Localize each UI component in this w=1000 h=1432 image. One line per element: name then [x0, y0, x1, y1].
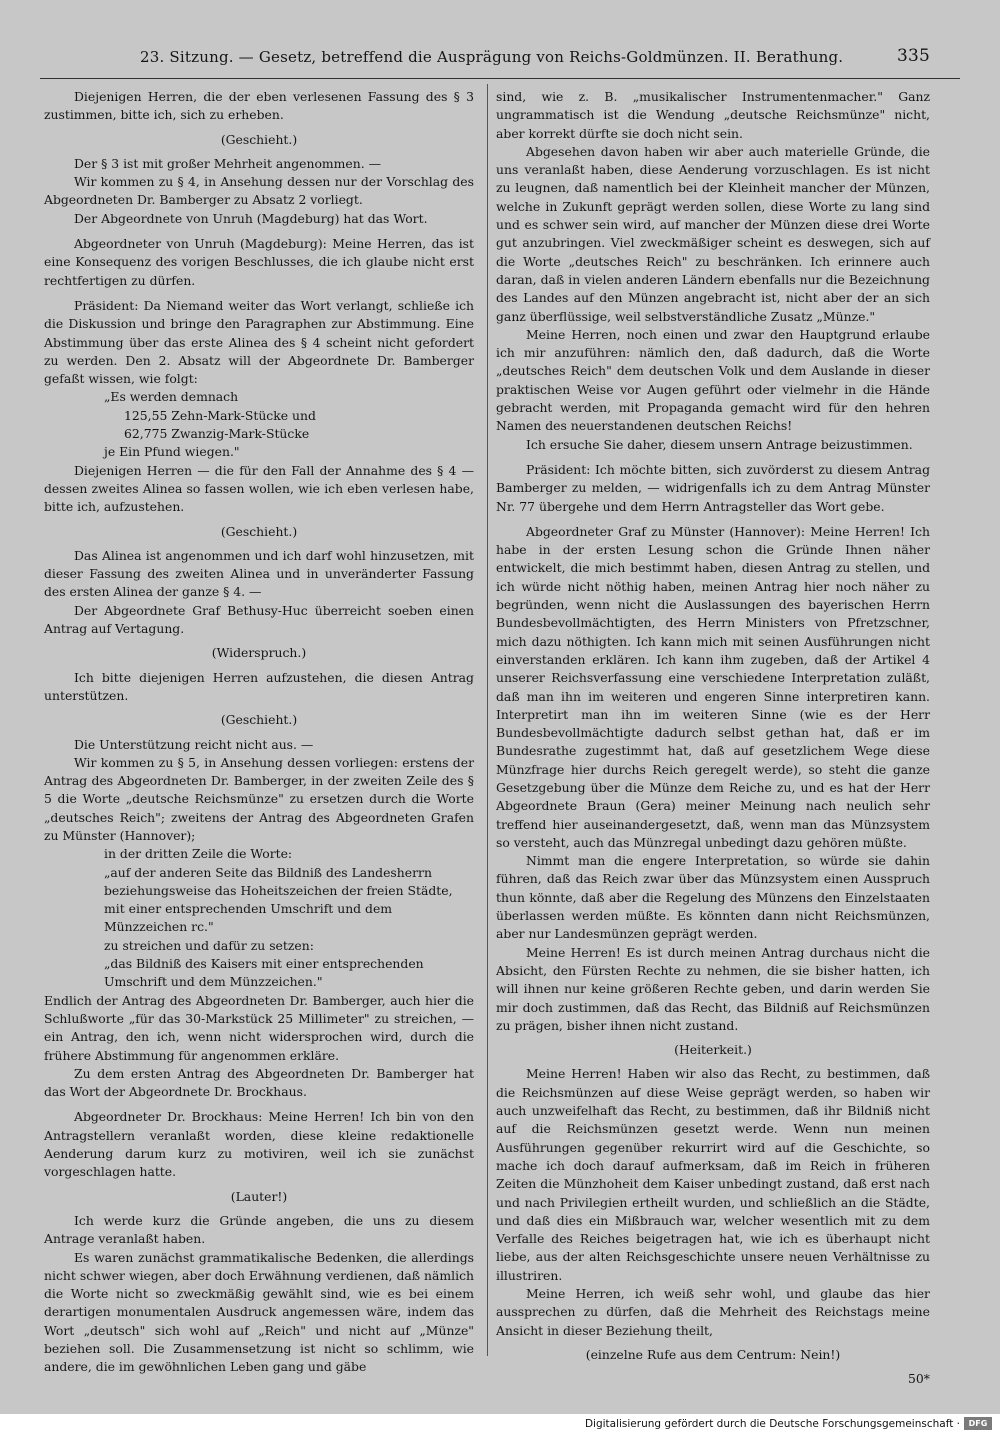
paragraph: Abgeordneter Dr. Brockhaus: Meine Herren! Ich bin von den Antragstellern veranlaßt worden, diese kleine redaktionelle Aenderung darum kurz zu motiviren, weil ich sie zunächst vorgeschlagen hatte.	[44, 1109, 474, 1180]
paragraph: (Geschieht.)	[220, 523, 298, 539]
paragraph: „das Bildniß des Kaisers mit einer entsprechenden Umschrift und dem Münzzeichen."	[104, 956, 424, 990]
paragraph: 125,55 Zehn-Mark-Stücke und	[124, 407, 316, 423]
paragraph: Abgeordneter von Unruh (Magdeburg): Meine Herren, das ist eine Konsequenz des vorigen Beschlusses, die ich glaube nicht erst rechtfertigen zu dürfen.	[44, 236, 474, 288]
right-column	[496, 88, 930, 1388]
paragraph: „auf der anderen Seite das Bildniß des Landesherrn beziehungsweise das Hoheitszeichen der freien Städte, mit einer entsprechenden Umschrift und dem Münzzeichen rc."	[104, 864, 453, 935]
paragraph: Endlich der Antrag des Abgeordneten Dr. Bamberger, auch hier die Schlußworte „für das 30-Markstück 25 Millimeter" zu streichen, — ein Antrag, den ich, wenn nicht widersprochen wird, durch die frühere Abstimmung für angenommen erkläre.	[44, 992, 474, 1063]
paragraph: Diejenigen Herren — die für den Fall der Annahme des § 4 — dessen zweites Alinea so fassen wollen, wie ich eben verlesen habe, bitte ich, aufzustehen.	[44, 462, 474, 515]
paragraph: Es waren zunächst grammatikalische Bedenken, die allerdings nicht schwer wiegen, aber doch Erwähnung verdienen, daß nämlich die Worte nicht so zweckmäßig gewählt sind, wie es bei einem derartigen monumentalen Ausdruck angemessen wäre, indem das Wort „deutsch" sich wohl auf „Reich" und nicht auf „Münze" beziehen soll. Die Zusammensetzung ist nicht so schlimm, wie andere, die im gewöhnlichen Leben gang und gäbe	[44, 1249, 474, 1375]
paragraph: Der Abgeordnete Graf Bethusy-Huc überreicht soeben einen Antrag auf Vertagung.	[44, 602, 474, 637]
paragraph: (Widerspruch.)	[211, 645, 307, 661]
paragraph: Präsident: Da Niemand weiter das Wort verlangt, schließe ich die Diskussion und bringe den Paragraphen zur Abstimmung. Eine Abstimmung über das erste Alinea des § 4 scheint nicht gefordert zu werden. Den 2. Absatz will der Abgeordnete Dr. Bamberger gefaßt wissen, wie folgt:	[44, 297, 474, 387]
paragraph: „Es werden demnach	[104, 389, 239, 405]
paragraph: Meine Herren! Haben wir also das Recht, zu bestimmen, daß die Reichsmünzen auf diese Weise geprägt werden, so haben wir auch unzweifelhaft das Recht, zu bestimmen, daß ihr Bildniß nicht auf die Reichsmünzen gesetzt werde. Wenn nun meinen Ausführungen gegenüber rekurrirt wird auf die Geschichte, so mache ich doch darauf aufmerksam, daß im Reich in früheren Zeiten die Münzhoheit dem Kaiser unbedingt zustand, daß erst nach und nach Privilegien ertheilt wurden, und schließlich an die Städte, und daß dies ein Mißbrauch war, welcher wesentlich mit zu dem Verfalle des Reiches beigetragen hat, wie ich es überhaupt nicht liebe, aus der alten Reichsgeschichte unsere neuen Verhältnisse zu illustriren.	[496, 1066, 930, 1283]
paragraph: Meine Herren! Es ist durch meinen Antrag durchaus nicht die Absicht, den Fürsten Rechte zu nehmen, die sie bisher hatten, ich will ihnen nur keine größeren Rechte geben, und darin werden Sie mir doch zustimmen, daß das Recht, das Bildniß auf Reichsmünzen zu prägen, bisher ihnen nicht zustand.	[496, 944, 930, 1033]
paragraph: Meine Herren, noch einen und zwar den Hauptgrund erlaube ich mir anzuführen: nämlich den, daß dadurch, daß die Worte „deutsches Reich" dem deutschen Volk und dem Auslande in dieser praktischen Weise vor Augen geführt oder vielmehr in die Hände gebracht werden, mit Propaganda gemacht wird für den hehren Namen des neuerstandenen deutschen Reichs!	[496, 326, 930, 434]
header-rule	[40, 78, 960, 79]
paragraph: 62,775 Zwanzig-Mark-Stücke	[124, 426, 310, 442]
header-title: 23. Sitzung. — Gesetz, betreffend die Ausprägung von Reichs-Goldmünzen. II. Berathung.	[140, 48, 844, 66]
paragraph: (einzelne Rufe aus dem Centrum: Nein!)	[585, 1346, 841, 1362]
paragraph: in der dritten Zeile die Worte:	[104, 846, 293, 862]
paragraph: Abgeordneter Graf zu Münster (Hannover): Meine Herren! Ich habe in der ersten Lesung schon die Gründe Ihnen näher entwickelt, die mich bestimmt haben, diesen Antrag zu stellen, und ich würde nicht nöthig haben, meinen Antrag hier noch näher zu begründen, wenn nicht die Auslassungen des bayerischen Herrn Bundesbevollmächtigten, des Herrn Ministers von Pfretzschner, mich dazu nöthigten. Ich kann mich mit seinen Ausführungen nicht einverstanden erklären. Ich kann ihm zugeben, daß der Artikel 4 unserer Reichsverfassung eine verschiedene Interpretation zuläßt, daß man ihn im weiteren und engeren Sinne interpretiren kann. Interpretirt man ihn im weiteren Sinne (wie es der Herr Bundesbevollmächtigte dadurch selbst gethan hat, daß er im Bundesrathe zugestimmt hat, daß auf gesetzlichem Wege diese Münzfrage hier durchs Reich geregelt werde), so steht die ganze Gesetzgebung über die Münze dem Reiche zu, und es hat der Herr Abgeordnete Braun (Gera) meiner Meinung nach neulich sehr treffend hier auseinandergesetzt, daß, wenn man das Münzsystem so versteht, auch das Münzregal unbedingt dazu gehören müßte.	[496, 523, 930, 850]
paragraph: 50*	[908, 1371, 930, 1387]
paragraph: Der Abgeordnete von Unruh (Magdeburg) hat das Wort.	[74, 210, 428, 226]
paragraph: Abgesehen davon haben wir aber auch materielle Gründe, die uns veranlaßt haben, diese Aenderung vorzuschlagen. Es ist nicht zu leugnen, daß namentlich bei der Kleinheit mancher der Münzen, welche in Zukunft geprägt werden sollen, diese Worte zu lang sind und es schwer sein wird, auf mancher der Münzen diese drei Worte gut anzubringen. Viel zweckmäßiger scheint es deswegen, sich auf die Worte „deutsches Reich" zu beschränken. Ich erinnere auch daran, daß in vielen anderen Ländern ebenfalls nur die Bezeichnung des Landes auf den Münzen angebracht ist, nicht aber der an sich ganz überflüssige, weil selbstverständliche Zusatz „Münze."	[496, 143, 930, 324]
paragraph: (Geschieht.)	[220, 712, 298, 728]
paragraph: Zu dem ersten Antrag des Abgeordneten Dr. Bamberger hat das Wort der Abgeordnete Dr. Brockhaus.	[44, 1065, 474, 1100]
page-number: 335	[896, 46, 930, 66]
paragraph: zu streichen und dafür zu setzen:	[104, 937, 314, 953]
paragraph: Ich werde kurz die Gründe angeben, die uns zu diesem Antrage veranlaßt haben.	[44, 1212, 474, 1247]
paragraph: Die Unterstützung reicht nicht aus. —	[74, 736, 314, 752]
footer-credit: Digitalisierung gefördert durch die Deutsche Forschungsgemeinschaft ·	[584, 1418, 960, 1430]
dfg-logo: DFG	[964, 1417, 992, 1430]
paragraph: je Ein Pfund wiegen."	[104, 444, 240, 460]
paragraph: Präsident: Ich möchte bitten, sich zuvörderst zu diesem Antrag Bamberger zu melden, — widrigenfalls ich zu dem Antrag Münster Nr. 77 übergehe und dem Herrn Antragsteller das Wort gebe.	[496, 461, 930, 514]
page-header	[140, 44, 930, 72]
paragraph: (Geschieht.)	[220, 131, 298, 147]
paragraph: Das Alinea ist angenommen und ich darf wohl hinzusetzen, mit dieser Fassung des zweiten Alinea und in unveränderter Fassung des ersten Alinea der ganze § 4. —	[44, 547, 474, 600]
paragraph: Meine Herren, ich weiß sehr wohl, und glaube das hier aussprechen zu dürfen, daß die Mehrheit des Reichstags meine Ansicht in dieser Beziehung theilt,	[496, 1286, 930, 1338]
paragraph: (Heiterkeit.)	[674, 1042, 752, 1058]
paragraph: Wir kommen zu § 4, in Ansehung dessen nur der Vorschlag des Abgeordneten Dr. Bamberger zu Absatz 2 vorliegt.	[44, 174, 474, 208]
paragraph: Ich ersuche Sie daher, diesem unsern Antrage beizustimmen.	[526, 436, 913, 452]
paragraph: Der § 3 ist mit großer Mehrheit angenommen. —	[74, 155, 382, 171]
paragraph: Nimmt man die engere Interpretation, so würde sie dahin führen, daß das Reich zwar über das Münzsystem einen Ausspruch thun könnte, daß aber die Regelung des Münzens den Einzelstaaten überlassen werden müßte. Es könnten dann nicht Reichsmünzen, aber nur Landesmünzen geprägt werden.	[496, 853, 930, 942]
paragraph: Wir kommen zu § 5, in Ansehung dessen vorliegen: erstens der Antrag des Abgeordneten Dr. Bamberger, in der zweiten Zeile des § 5 die Worte „deutsche Reichsmünze" zu ersetzen durch die Worte „deutsches Reich"; zweitens der Antrag des Abgeordneten Grafen zu Münster (Hannover);	[44, 754, 474, 843]
paragraph: Ich bitte diejenigen Herren aufzustehen, die diesen Antrag unterstützen.	[44, 669, 474, 703]
left-column	[44, 88, 474, 1377]
paragraph: (Lauter!)	[230, 1188, 288, 1204]
paragraph: Diejenigen Herren, die der eben verlesenen Fassung des § 3 zustimmen, bitte ich, sich zu erheben.	[44, 89, 474, 123]
paragraph: sind, wie z. B. „musikalischer Instrumentenmacher." Ganz ungrammatisch ist die Wendung „deutsche Reichsmünze" nicht, aber korrekt dürfte sie doch nicht sein.	[496, 89, 930, 141]
column-separator	[487, 84, 488, 1356]
